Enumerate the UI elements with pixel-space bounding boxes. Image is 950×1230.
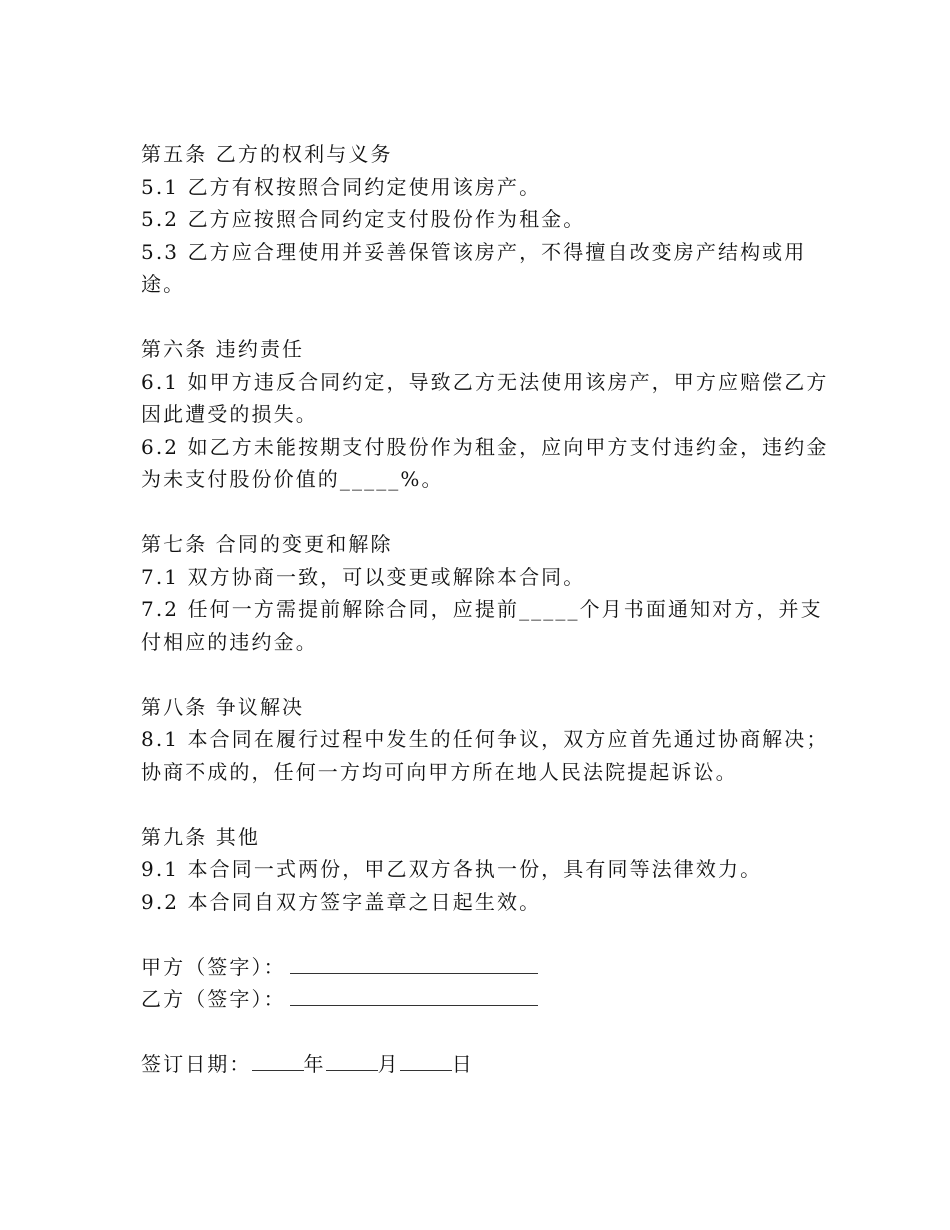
article-heading: 第六条 违约责任 bbox=[141, 337, 305, 361]
clause: 5.2 乙方应按照合同约定支付股份作为租金。 bbox=[141, 207, 586, 231]
day-blank[interactable] bbox=[400, 1052, 452, 1071]
clause: 8.1 本合同在履行过程中发生的任何争议，双方应首先通过协商解决；协商不成的，任何一方均可向甲方所在地人民法院提起诉讼。 bbox=[141, 727, 829, 784]
article-7 bbox=[141, 528, 831, 658]
article-heading: 第九条 其他 bbox=[141, 824, 260, 849]
clause: 7.2 任何一方需提前解除合同，应提前_____个月书面通知对方，并支付相应的违约金。 bbox=[141, 597, 823, 654]
party-a-signature-label: 甲方（签字）： bbox=[141, 954, 286, 979]
year-unit: 年 bbox=[303, 1052, 326, 1076]
party-b-signature bbox=[141, 983, 831, 1016]
contract-body bbox=[141, 138, 831, 1081]
clause: 5.3 乙方应合理使用并妥善保管该房产，不得擅自改变房产结构或用途。 bbox=[141, 239, 807, 296]
clause: 5.1 乙方有权按照合同约定使用该房产。 bbox=[141, 174, 542, 199]
party-a-signature bbox=[141, 951, 831, 984]
clause: 6.2 如乙方未能按期支付股份作为租金，应向甲方支付违约金，违约金为未支付股份价值的_____%。 bbox=[141, 434, 829, 491]
article-9 bbox=[141, 821, 831, 919]
year-blank[interactable] bbox=[252, 1052, 304, 1071]
clause: 9.2 本合同自双方签字盖章之日起生效。 bbox=[141, 889, 542, 914]
article-heading: 第七条 合同的变更和解除 bbox=[141, 532, 393, 556]
article-5 bbox=[141, 138, 831, 301]
clause: 6.1 如甲方违反合同约定，导致乙方无法使用该房产，甲方应赔偿乙方因此遭受的损失。 bbox=[141, 369, 829, 426]
day-unit: 日 bbox=[451, 1052, 474, 1076]
signature-block bbox=[141, 951, 831, 1016]
month-blank[interactable] bbox=[326, 1052, 378, 1071]
clause: 9.1 本合同一式两份，甲乙双方各执一份，具有同等法律效力。 bbox=[141, 857, 763, 881]
article-heading: 第八条 争议解决 bbox=[141, 694, 305, 719]
signing-date bbox=[141, 1048, 831, 1081]
party-b-signature-label: 乙方（签字）： bbox=[141, 987, 286, 1011]
article-8 bbox=[141, 691, 831, 789]
party-a-signature-blank[interactable] bbox=[290, 955, 538, 974]
clause: 7.1 双方协商一致，可以变更或解除本合同。 bbox=[141, 564, 586, 589]
month-unit: 月 bbox=[377, 1052, 400, 1076]
article-heading: 第五条 乙方的权利与义务 bbox=[141, 142, 393, 166]
article-6 bbox=[141, 333, 831, 496]
party-b-signature-blank[interactable] bbox=[290, 987, 538, 1006]
signing-date-label: 签订日期： bbox=[141, 1052, 252, 1076]
